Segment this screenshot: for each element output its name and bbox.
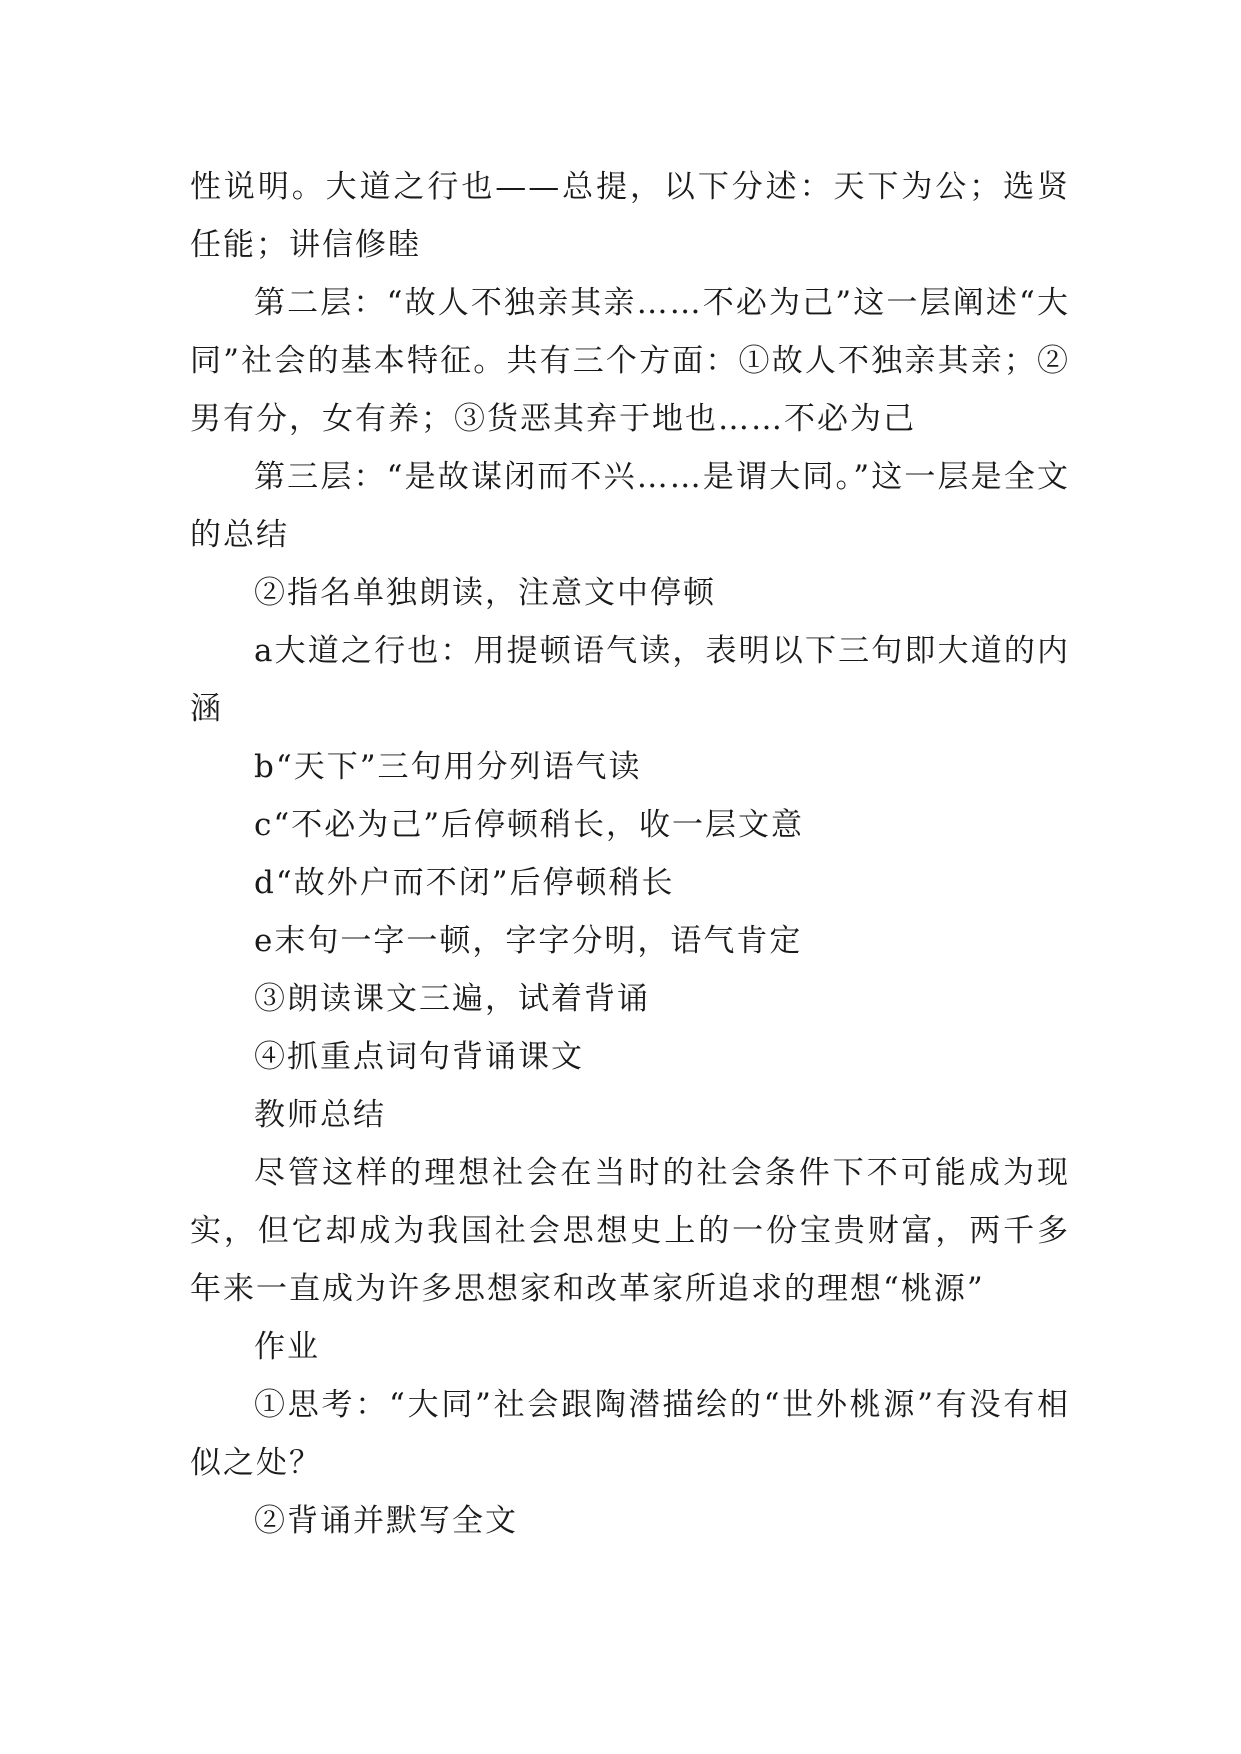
paragraph-continued-summary: 性说明。大道之行也——总提，以下分述：天下为公；选贤任能；讲信修睦 xyxy=(190,169,1070,263)
paragraph-note-d: d“故外户而不闭”后停顿稍长 xyxy=(254,865,675,901)
paragraph-step-3-recite: ③朗读课文三遍，试着背诵 xyxy=(254,981,650,1017)
paragraph-step-2-reading: ②指名单独朗读，注意文中停顿 xyxy=(254,575,716,611)
paragraph-homework-2: ②背诵并默写全文 xyxy=(254,1503,518,1539)
paragraph-note-b: b“天下”三句用分列语气读 xyxy=(254,749,642,785)
paragraph-step-4-key-phrases: ④抓重点词句背诵课文 xyxy=(254,1039,584,1075)
heading-teacher-summary: 教师总结 xyxy=(254,1097,386,1133)
paragraph-note-c: c“不必为己”后停顿稍长，收一层文意 xyxy=(254,807,805,843)
paragraph-note-a: a大道之行也：用提顿语气读，表明以下三句即大道的内涵 xyxy=(190,633,1070,727)
paragraph-layer-two: 第二层：“故人不独亲其亲……不必为己”这一层阐述“大同”社会的基本特征。共有三个方面：①故人不独亲其亲；②男有分，女有养；③货恶其弃于地也……不必为己 xyxy=(190,285,1070,437)
paragraph-layer-three: 第三层：“是故谋闭而不兴……是谓大同。”这一层是全文的总结 xyxy=(190,459,1070,553)
heading-homework: 作业 xyxy=(254,1329,320,1365)
paragraph-homework-1: ①思考：“大同”社会跟陶潜描绘的“世外桃源”有没有相似之处？ xyxy=(190,1387,1070,1481)
paragraph-summary-text: 尽管这样的理想社会在当时的社会条件下不可能成为现实，但它却成为我国社会思想史上的一份宝贵财富，两千多年来一直成为许多思想家和改革家所追求的理想“桃源” xyxy=(190,1155,1070,1307)
document-body xyxy=(190,158,1070,1550)
paragraph-note-e: e末句一字一顿，字字分明，语气肯定 xyxy=(254,923,803,959)
